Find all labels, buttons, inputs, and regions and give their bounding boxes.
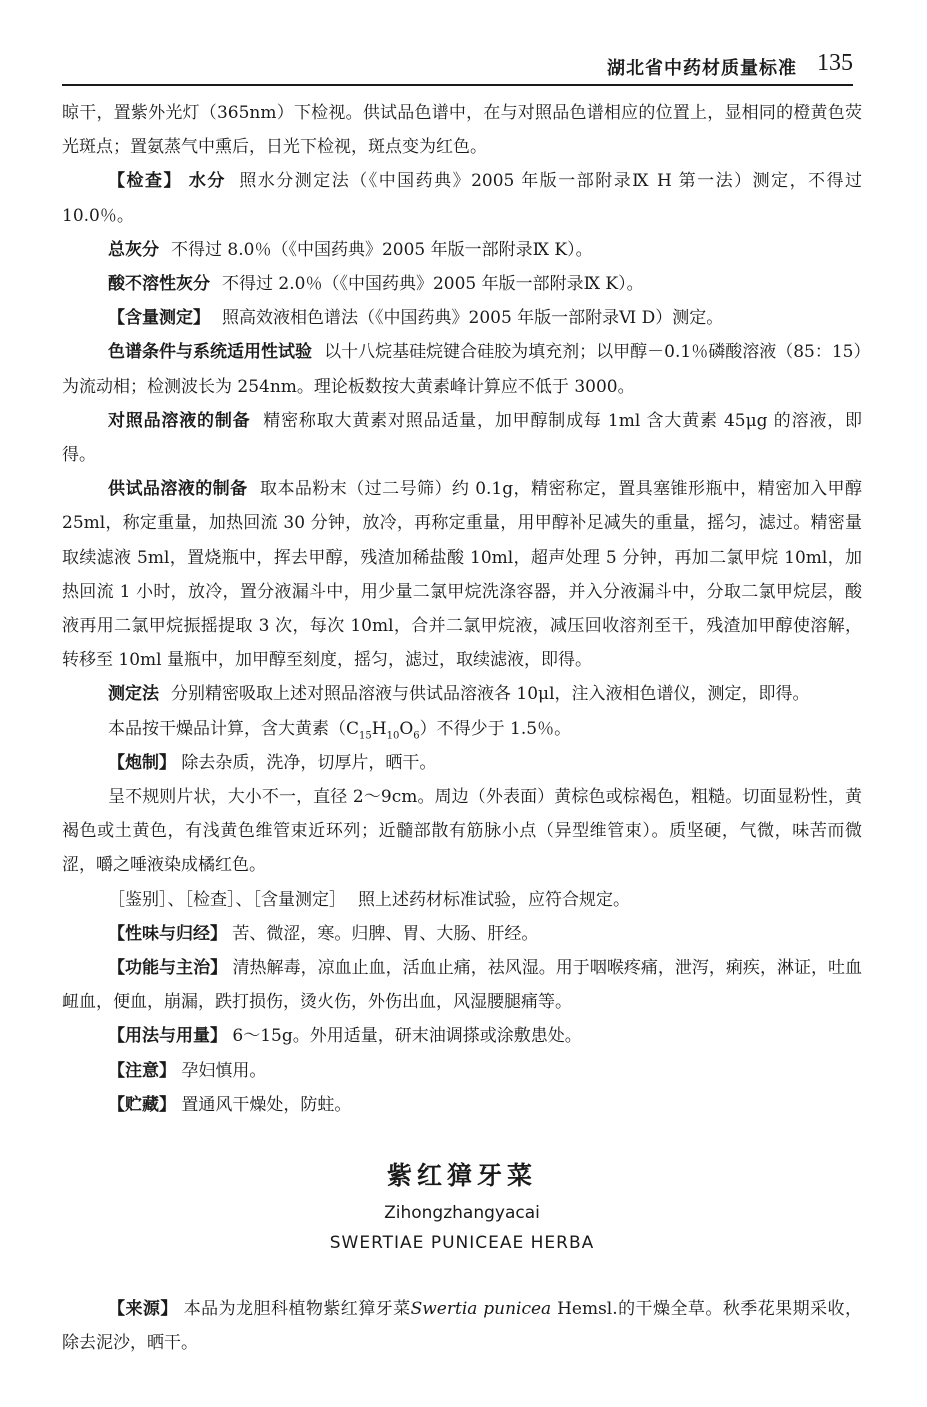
- storage-paragraph: [62, 1088, 862, 1122]
- section-heading-function-indication: 【功能与主治】: [108, 958, 228, 979]
- property-meridian-text: 苦、微涩，寒。归脾、胃、大肠、肝经。: [232, 923, 539, 944]
- section-heading-storage: 【贮藏】: [108, 1094, 176, 1115]
- assay-text: 照高效液相色谱法（《中国药典》2005 年版一部附录Ⅵ D）测定。: [222, 308, 724, 329]
- test-solution-text: 取本品粉末（过二号筛）约 0.1g，精密称定，置具塞锥形瓶中，精密加入甲醇 25ml，称定重量，加热回流 30 分钟，放冷，再称定重量，用甲醇补足减失的重量，摇匀，滤过。精密量取续滤液 5ml，置烧瓶中，挥去甲醇，残渣加稀盐酸 10ml，超声处理 5 分钟，再加二氯甲烷 10ml，加热回流 1 小时，放冷，置分液漏斗中，用少量二氯甲烷洗涤容器，并入分液漏斗中，分取二氯甲烷层，酸液再用二氯甲烷振摇提取 3 次，每次 10ml，合并二氯甲烷液，减压回收溶剂至干，残渣加甲醇使溶解，转移至 10ml 量瓶中，加甲醇至刻度，摇匀，滤过，取续滤液，即得。: [62, 479, 862, 671]
- subheading-test-solution: 供试品溶液的制备: [108, 479, 248, 500]
- formula-element: H: [371, 718, 387, 739]
- running-header: [62, 50, 853, 86]
- usage-dosage-paragraph: [62, 1019, 862, 1053]
- property-meridian-paragraph: [62, 917, 862, 951]
- total-ash-paragraph: [62, 233, 862, 267]
- section-heading-usage-dosage: 【用法与用量】: [108, 1026, 227, 1047]
- reference-solution-paragraph: [62, 404, 862, 472]
- subheading-reference-solution: 对照品溶液的制备: [108, 410, 251, 431]
- section-heading-assay: 【含量测定】: [108, 308, 210, 329]
- assay-paragraph: [62, 301, 862, 335]
- subheading-chromatographic-conditions: 色谱条件与系统适用性试验: [108, 342, 313, 363]
- storage-text: 置通风干燥处，防蛀。: [181, 1094, 352, 1115]
- slice-description-paragraph: [62, 780, 862, 883]
- section-heading-source: 【来源】: [108, 1299, 178, 1320]
- reference-solution-text: 精密称取大黄素对照品适量，加甲醇制成每 1ml 含大黄素 45μg 的溶液，即得。: [62, 410, 862, 466]
- running-title: 湖北省中药材质量标准: [607, 58, 797, 79]
- moisture-text: 照水分测定法（《中国药典》2005 年版一部附录Ⅸ H 第一法）测定，不得过 10.0％。: [62, 171, 863, 226]
- source-text-end: Hemsl.的干燥全草。秋季花果期采收，除去泥沙，晒干。: [62, 1299, 863, 1354]
- monograph-latin-name: SWERTIAE PUNICEAE HERBA: [329, 1233, 595, 1254]
- section-heading-precaution: 【注意】: [108, 1060, 176, 1081]
- subheading-procedure: 测定法: [108, 684, 159, 705]
- monograph-name-cn: 紫红獐牙菜: [386, 1161, 537, 1191]
- precaution-paragraph: [62, 1054, 862, 1088]
- inspection-moisture-paragraph: [62, 164, 862, 232]
- function-indication-paragraph: [62, 951, 862, 1019]
- subheading-acid-insoluble-ash: 酸不溶性灰分: [108, 274, 210, 295]
- slice-description-text: 呈不规则片状，大小不一，直径 2～9cm。周边（外表面）黄棕色或棕褐色，粗糙。切面显粉性，黄褐色或土黄色，有浅黄色维管束近环列；近髓部散有筋脉小点（异型维管束）。质坚硬，气微，味苦而微涩，嚼之唾液染成橘红色。: [62, 787, 862, 876]
- body-text: [62, 96, 862, 1361]
- procedure-text: 分别精密吸取上述对照品溶液与供试品溶液各 10μl，注入液相色谱仪，测定，即得。: [171, 684, 810, 705]
- processing-paragraph: [62, 746, 862, 780]
- tlc-result-paragraph: [62, 96, 862, 164]
- monograph-title: [62, 1156, 862, 1258]
- usage-dosage-text: 6～15g。外用适量，研末油调搽或涂敷患处。: [232, 1026, 582, 1047]
- procedure-paragraph: [62, 677, 862, 711]
- monograph-pinyin: Zihongzhangyacai: [384, 1203, 540, 1224]
- page-number: 135: [817, 50, 853, 76]
- subheading-moisture: 水分: [188, 171, 226, 192]
- source-paragraph: [62, 1292, 862, 1360]
- test-solution-paragraph: [62, 472, 862, 677]
- acid-insoluble-ash-text: 不得过 2.0％（《中国药典》2005 年版一部附录Ⅸ K）。: [222, 274, 644, 295]
- section-heading-property-meridian: 【性味与归经】: [108, 923, 227, 944]
- tlc-result-text: 晾干，置紫外光灯（365nm）下检视。供试品色谱中，在与对照品色谱相应的位置上，显相同的橙黄色荧光斑点；置氨蒸气中熏后，日光下检视，斑点变为红色。: [62, 103, 862, 158]
- slice-tests-text: 照上述药材标准试验，应符合规定。: [358, 889, 630, 910]
- total-ash-text: 不得过 8.0％（《中国药典》2005 年版一部附录Ⅸ K）。: [171, 239, 593, 260]
- processing-text: 除去杂质，洗净，切厚片，晒干。: [181, 752, 437, 773]
- chromatographic-conditions-paragraph: [62, 335, 862, 403]
- subheading-total-ash: 总灰分: [108, 239, 159, 260]
- precaution-text: 孕妇慎用。: [181, 1060, 267, 1081]
- content-limit-text-end: ）不得少于 1.5％。: [419, 718, 572, 739]
- species-name: Swertia punicea: [410, 1299, 552, 1320]
- slice-tests-refs: ［鉴别］、［检查］、［含量测定］: [108, 889, 346, 910]
- function-indication-text: 清热解毒，凉血止血，活血止痛，祛风湿。用于咽喉疼痛，泄泻，痢疾，淋证，吐血衄血，便血，崩漏，跌打损伤，烫火伤，外伤出血，风湿腰腿痛等。: [62, 958, 863, 1013]
- section-heading-inspection: 【检查】: [108, 171, 182, 192]
- formula-subscript: 15: [359, 730, 372, 742]
- acid-insoluble-ash-paragraph: [62, 267, 862, 301]
- formula-subscript: 6: [413, 730, 420, 742]
- section-heading-processing: 【炮制】: [108, 752, 176, 773]
- content-limit-text-start: 本品按干燥品计算，含大黄素（C: [108, 718, 360, 739]
- chromatographic-conditions-text: 以十八烷基硅烷键合硅胶为填充剂；以甲醇－0.1％磷酸溶液（85：15）为流动相；检测波长为 254nm。理论板数按大黄素峰计算应不低于 3000。: [62, 342, 862, 397]
- slice-tests-paragraph: [62, 883, 862, 917]
- source-text-start: 本品为龙胆科植物紫红獐牙菜: [183, 1299, 411, 1320]
- formula-subscript: 10: [386, 730, 400, 742]
- content-limit-paragraph: [62, 712, 862, 746]
- formula-element: O: [399, 718, 414, 739]
